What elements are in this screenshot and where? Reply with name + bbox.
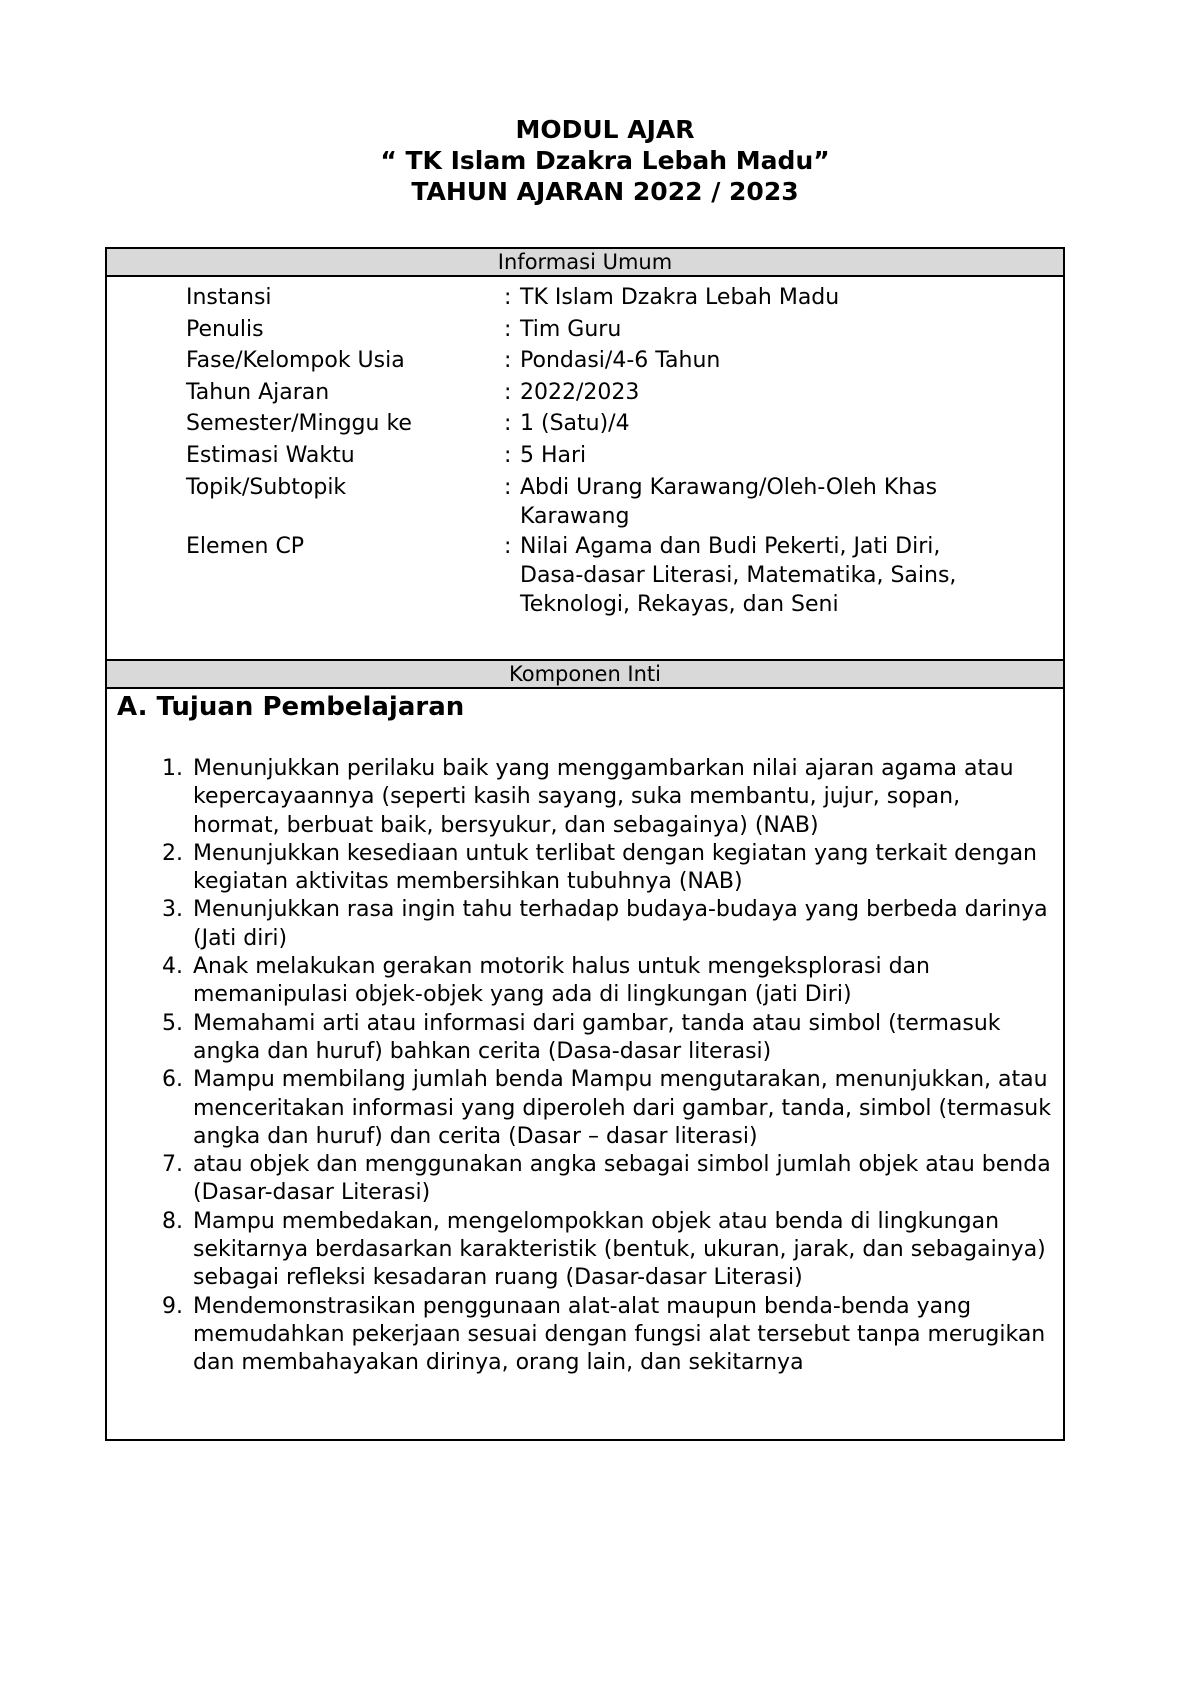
list-item-text: Memahami arti atau informasi dari gambar, tanda atau simbol (termasuk angka dan huruf) bahkan cerita (Dasa-dasar literasi) [193,1010,1001,1064]
list-item-text: Menunjukkan kesediaan untuk terlibat dengan kegiatan yang terkait dengan kegiatan aktivitas membersihkan tubuhnya (NAB) [193,840,1037,895]
list-item-number: 6. [162,1067,183,1093]
list-item-number: 3. [162,897,183,923]
list-item-text: Mendemonstrasikan penggunaan alat-alat maupun benda-benda yang memudahkan pekerjaan sesuai dengan fungsi alat tersebut tanpa merugikan dan membahayakan dirinya, orang lain, dan sekitarnya [193,1293,1046,1376]
info-colon: : [504,534,512,559]
info-colon: : [504,411,512,436]
list-item-number: 5. [162,1010,183,1036]
document-title [0,114,1200,207]
info-colon: : [504,443,512,468]
list-item-text: Mampu membedakan, mengelompokkan objek atau benda di lingkungan sekitarnya berdasarkan karakteristik (bentuk, ukuran, jarak, dan sebagainya) sebagai refleksi kesadaran ruang (Dasar-dasar Literasi) [193,1208,1046,1291]
title-line-1: MODUL AJAR [515,115,695,144]
info-colon: : [504,475,512,500]
list-item-number: 4. [162,954,183,980]
title-line-2: “ TK Islam Dzakra Lebah Madu” [380,146,830,175]
list-item-text: Menunjukkan perilaku baik yang menggambarkan nilai ajaran agama atau kepercayaannya (seperti kasih sayang, suka membantu, jujur, sopan, hormat, berbuat baik, bersyukur, dan sebagainya) (NAB) [193,756,1014,838]
info-value: Nilai Agama dan Budi Pekerti, Jati Diri, Dasa-dasar Literasi, Matematika, Sains, Teknologi, Rekayas, dan Seni [520,534,957,617]
list-item-number: 1. [162,756,183,781]
info-value: 5 Hari [520,443,587,468]
info-value: TK Islam Dzakra Lebah Madu [520,285,840,310]
informasi-umum-body [107,277,1063,661]
list-item [107,1151,1067,1208]
list-item [107,1293,1067,1378]
list-item-text: atau objek dan menggunakan angka sebagai simbol jumlah objek atau benda (Dasar-dasar Literasi) [193,1152,1051,1206]
info-value: Abdi Urang Karawang/Oleh-Oleh Khas Karawang [520,475,938,529]
info-label: Tahun Ajaran [186,380,330,405]
list-item-number: 9. [162,1293,183,1319]
list-item-text: Anak melakukan gerakan motorik halus untuk mengeksplorasi dan memanipulasi objek-objek yang ada di lingkungan (jati Diri) [193,954,930,1008]
list-item-text: Mampu membilang jumlah benda Mampu mengutarakan, menunjukkan, atau menceritakan informasi yang diperoleh dari gambar, tanda, simbol (termasuk angka dan huruf) dan cerita (Dasar – dasar literasi) [193,1067,1051,1149]
tujuan-pembelajaran-heading: A. Tujuan Pembelajaran [117,692,465,722]
list-item [107,755,1067,840]
list-item-number: 2. [162,840,183,866]
list-item [107,1010,1067,1067]
info-row-instansi [186,283,1000,312]
list-item [107,840,1067,897]
info-row-penulis [186,315,1000,344]
info-row-estimasi [186,441,1000,470]
info-value: 2022/2023 [520,380,640,405]
list-item-text: Menunjukkan rasa ingin tahu terhadap budaya-budaya yang berbeda darinya (Jati diri) [193,897,1048,951]
info-label: Instansi [186,285,272,310]
list-item-number: 8. [162,1208,183,1234]
info-row-topik [186,473,1000,531]
info-label: Topik/Subtopik [186,475,347,500]
info-row-elemen-cp [186,532,1000,619]
list-item [107,1066,1067,1151]
info-colon: : [504,285,512,310]
goal-list [107,755,1067,1378]
info-row-tahun-ajaran [186,378,1000,407]
info-colon: : [504,348,512,373]
info-colon: : [504,380,512,405]
info-value: 1 (Satu)/4 [520,411,630,436]
list-item-number: 7. [162,1152,183,1178]
list-item [107,1208,1067,1293]
info-value: Pondasi/4-6 Tahun [520,348,721,373]
info-label: Semester/Minggu ke [186,411,412,436]
list-item [107,953,1067,1010]
komponen-inti-header: Komponen Inti [107,661,1063,689]
info-row-fase [186,346,1000,375]
info-label: Penulis [186,317,264,342]
info-label: Elemen CP [186,534,305,559]
info-label: Fase/Kelompok Usia [186,348,405,373]
module-table [105,247,1065,1441]
info-label: Estimasi Waktu [186,443,355,468]
title-line-3: TAHUN AJARAN 2022 / 2023 [411,177,799,206]
list-item [107,896,1067,953]
info-value: Tim Guru [520,317,622,342]
info-colon: : [504,317,512,342]
informasi-umum-header: Informasi Umum [107,249,1063,277]
info-row-semester [186,409,1000,438]
